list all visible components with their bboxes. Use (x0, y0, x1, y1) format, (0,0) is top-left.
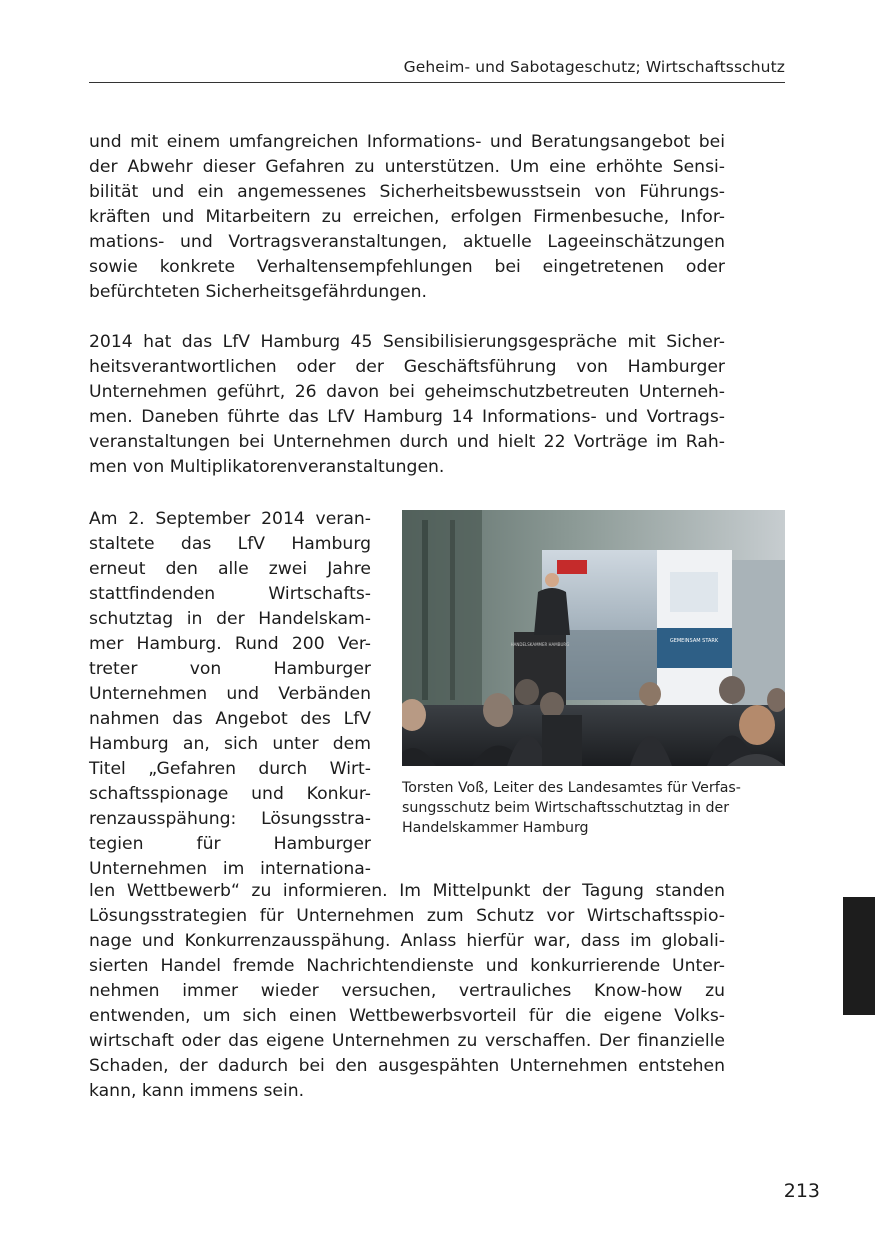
chapter-thumb-tab (843, 897, 875, 1015)
caption-line: Torsten Voß, Leiter des Landesamtes für Verfas- (402, 780, 741, 796)
text-line: sowie konkrete Verhaltensempfehlungen bei eingetretenen oder (89, 257, 725, 277)
text-line: staltete das LfV Hamburg (89, 534, 371, 554)
text-line: befürchteten Sicherheitsgefährdungen. (89, 282, 428, 302)
text-line: heitsverantwortlichen oder der Geschäftsführung von Hamburger (89, 357, 725, 377)
speaker-body (534, 588, 570, 635)
photo-caption (402, 778, 785, 838)
text-line: renzausspähung: Lösungsstra- (89, 809, 371, 829)
text-line: schutztag in der Handelskam- (89, 609, 371, 629)
text-line: nage und Konkurrenzausspähung. Anlass hierfür war, dass im globali- (89, 931, 725, 951)
text-line: und mit einem umfangreichen Informations- und Beratungsangebot bei (89, 132, 725, 152)
event-photo (402, 510, 785, 766)
text-line: entwenden, um sich einen Wettbewerbsvorteil für die eigene Volks- (89, 1006, 725, 1026)
paragraph-3-continued (89, 879, 725, 1104)
text-line: tegien für Hamburger (89, 834, 371, 854)
text-line: veranstaltungen bei Unternehmen durch und hielt 22 Vorträge im Rah- (89, 432, 725, 452)
text-line: Am 2. September 2014 veran- (89, 509, 371, 529)
text-line: wirtschaft oder das eigene Unternehmen zu verschaffen. Der finanzielle (89, 1031, 725, 1051)
text-line: sierten Handel fremde Nachrichtendienste und konkurrierende Unter- (89, 956, 725, 976)
speaker-head (545, 573, 559, 587)
text-line: kann, kann immens sein. (89, 1081, 305, 1101)
text-line: Lösungsstrategien für Unternehmen zum Schutz vor Wirtschaftsspio- (89, 906, 725, 926)
caption-line: sungsschutz beim Wirtschaftsschutztag in der (402, 800, 730, 816)
paragraph-2 (89, 330, 725, 480)
text-line: erneut den alle zwei Jahre (89, 559, 371, 579)
logo-mark (557, 560, 587, 574)
podium-text: HANDELSKAMMER HAMBURG (510, 642, 570, 647)
paragraph-1 (89, 130, 725, 305)
text-line: schaftsspionage und Konkur- (89, 784, 371, 804)
text-line: mations- und Vortragsveranstaltungen, aktuelle Lageeinschätzungen (89, 232, 725, 252)
text-line: Unternehmen und Verbänden (89, 684, 371, 704)
text-line: men von Multiplikatorenveranstaltungen. (89, 457, 445, 477)
text-line: Hamburg an, sich unter dem (89, 734, 371, 754)
caption-line: Handelskammer Hamburg (402, 820, 589, 836)
text-line: Unternehmen geführt, 26 davon bei geheimschutzbetreuten Unterneh- (89, 382, 725, 402)
text-line: bilität und ein angemessenes Sicherheitsbewusstsein von Führungs- (89, 182, 725, 202)
banner-text: GEMEINSAM STARK (669, 638, 719, 644)
paragraph-3-column (89, 507, 371, 882)
text-line: 2014 hat das LfV Hamburg 45 Sensibilisierungsgespräche mit Sicher- (89, 332, 725, 352)
text-line: Unternehmen im internationa- (89, 859, 371, 879)
text-line: Titel „Gefahren durch Wirt- (89, 759, 371, 779)
text-line: men. Daneben führte das LfV Hamburg 14 Informations- und Vortrags- (89, 407, 725, 427)
text-line: nehmen immer wieder versuchen, vertrauliches Know-how zu (89, 981, 725, 1001)
running-header: Geheim- und Sabotageschutz; Wirtschaftsschutz (403, 58, 785, 76)
text-line: stattfindenden Wirtschafts- (89, 584, 371, 604)
text-line: kräften und Mitarbeitern zu erreichen, erfolgen Firmenbesuche, Infor- (89, 207, 725, 227)
text-line: Schaden, der dadurch bei den ausgespähten Unternehmen entstehen (89, 1056, 725, 1076)
text-line: nahmen das Angebot des LfV (89, 709, 371, 729)
text-line: der Abwehr dieser Gefahren zu unterstützen. Um eine erhöhte Sensi- (89, 157, 725, 177)
text-line: mer Hamburg. Rund 200 Ver- (89, 634, 371, 654)
page-number: 213 (783, 1180, 820, 1202)
text-line: treter von Hamburger (89, 659, 371, 679)
header-rule (89, 82, 785, 83)
text-line: len Wettbewerb“ zu informieren. Im Mittelpunkt der Tagung standen (89, 881, 725, 901)
